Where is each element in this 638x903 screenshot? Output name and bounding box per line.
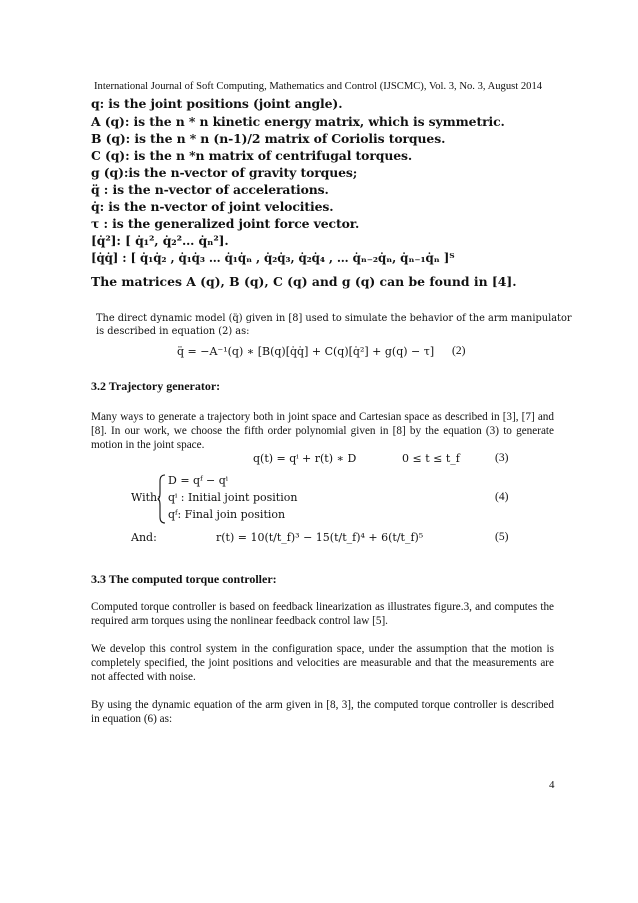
dynamic-model-note-line1: The direct dynamic model (q̈) given in [8] used to simulate the behavior of the arm manipulator [96,313,572,324]
equation-5: r(t) = 10(t/t_f)³ − 15(t/t_f)⁴ + 6(t/t_f)⁵ [216,531,424,544]
section-3-3-paragraph-2: We develop this control system in the configuration space, under the assumption that the motion is completely specified, the joint positions and velocities are measurable and that the measurements are not affected with noise. [91,643,554,683]
equation-5-number: (5) [495,531,509,543]
section-3-2-paragraph: Many ways to generate a trajectory both in joint space and Cartesian space as described in [3], [7] and [8]. In our work, we choose the fifth order polynomial given in [8] by the equation (3) to generate motion in the joint space. [91,411,554,451]
section-3-3-paragraph-1: Computed torque controller is based on feedback linearization as illustrates figure.3, and computes the required arm torques using the nonlinear feedback control law [5]. [91,601,554,627]
and-label: And: [131,531,157,544]
journal-header: International Journal of Soft Computing, Mathematics and Control (IJSCMC), Vol. 3, No. 3, August 2014 [94,81,543,92]
definition-a: A (q): is the n * n kinetic energy matrix, which is symmetric. [91,114,505,129]
section-3-3-paragraph-3: By using the dynamic equation of the arm given in [8, 3], the computed torque controller is described in equation (6) as: [91,699,554,725]
equation-3-range: 0 ≤ t ≤ t_f [402,452,460,465]
definition-qddot: q̈ : is the n-vector of accelerations. [91,182,329,197]
dynamic-model-note-line2: is described in equation (2) as: [96,326,250,337]
definition-qdot-squared: [q̇²]: [ q̇₁², q̇₂²… q̇ₙ²]. [91,233,229,248]
with-line-final: qᶠ: Final join position [168,508,286,521]
with-line-d: D = qᶠ − qⁱ [168,474,228,487]
equation-2: q̈ = −A⁻¹(q) ∗ [B(q)[q̇q̇] + C(q)[q̇²] + g(q) − τ] [177,345,435,358]
definition-c: C (q): is the n *n matrix of centrifugal torques. [91,148,413,163]
matrices-note: The matrices A (q), B (q), C (q) and g (q) can be found in [4]. [91,274,517,289]
definition-qdot: q̇: is the n-vector of joint velocities. [91,199,334,214]
page-number: 4 [549,779,555,791]
brace-symbol [157,474,166,524]
definition-g: g (q):is the n-vector of gravity torques; [91,165,358,180]
equation-4-number: (4) [495,491,509,503]
section-3-3-title: 3.3 The computed torque controller: [91,572,277,586]
section-3-2-title: 3.2 Trajectory generator: [91,379,221,393]
equation-2-number: (2) [452,345,466,357]
definition-qdot-product: [q̇q̇] : [ q̇₁q̇₂ , q̇₁q̇₃ … q̇₁q̇ₙ , q̇₂q̇₃, q̇₂q̇₄ , … q̇ₙ₋₂q̇ₙ, q̇ₙ₋₁q̇ₙ ]ᵀ [91,251,455,265]
definition-tau: τ : is the generalized joint force vector. [91,216,360,231]
equation-3-number: (3) [495,452,509,464]
with-label: With: [131,491,161,504]
equation-3: q(t) = qⁱ + r(t) ∗ D [253,452,357,465]
with-line-initial: qⁱ : Initial joint position [168,491,298,504]
definition-b: B (q): is the n * n (n-1)/2 matrix of Coriolis torques. [91,131,446,146]
definition-q: q: is the joint positions (joint angle). [91,96,343,111]
